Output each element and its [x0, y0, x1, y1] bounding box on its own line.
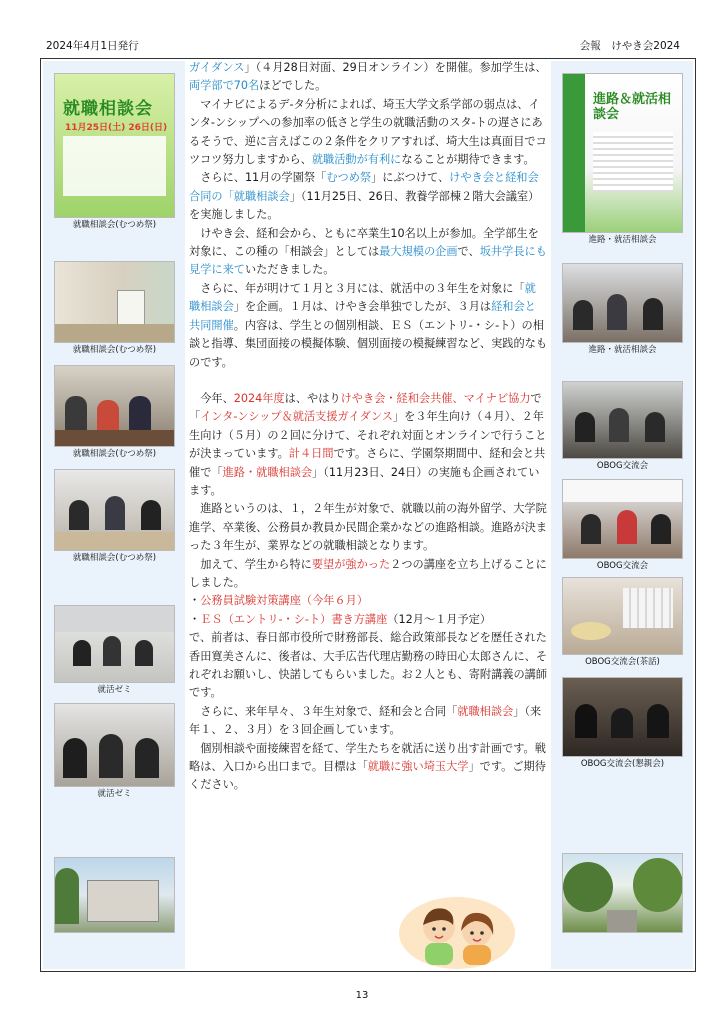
- paragraph: ガイダンス」（４月28日対面、29日オンライン）を開催。参加学生は、両学部で70名ほどでした。: [189, 61, 547, 93]
- photo-image: [54, 703, 175, 787]
- paragraph: 加えて、学生から特に要望が強かった２つの講座を立ち上げることにしました。: [189, 557, 547, 589]
- poster-image: [54, 73, 175, 218]
- photo-image: [54, 365, 175, 447]
- left-photo-column: [43, 61, 185, 969]
- photo-item: [562, 73, 683, 246]
- photo-caption: 就職相談会(むつめ祭): [72, 220, 157, 230]
- list-item: ・公務員試験対策講座（今年６月）: [189, 594, 369, 608]
- photo-image: [562, 577, 683, 655]
- photo-item: [54, 703, 175, 800]
- photo-caption: OBOG交流会(懇親会): [580, 759, 665, 769]
- photo-image: [54, 261, 175, 343]
- paragraph: さらに、来年早々、３年生対象で、経和会と合同「就職相談会」（来年１、２、３月）を３回企画しています。: [189, 704, 542, 737]
- poster-image: [562, 73, 683, 233]
- paragraph: マイナビによるデ‐タ分析によれば、埼玉大学文系学部の弱点は、インタ‐ンシップへの参加率の低さと学生の就職活動のスタ‐トの遅さにあるそうで、逆に言えばこの２条件をクリアすれば、埼大生は真面目でコツコツ努力しますから、就職活動が有利になることが期待できます。: [189, 97, 547, 167]
- photo-caption: OBOG交流会(茶話): [585, 657, 660, 667]
- paragraph: 個別相談や面接練習を経て、学生たちを就活に送り出す計画です。戦略は、入口から出口まで。目標は「就職に強い埼玉大学」です。ご期待ください。: [189, 741, 546, 792]
- photo-image: [562, 853, 683, 933]
- photo-image: [562, 677, 683, 757]
- photo-caption: 進路・就活相談会: [588, 345, 657, 355]
- photo-item: [54, 365, 175, 460]
- photo-caption: 就職相談会(むつめ祭): [72, 345, 157, 355]
- photo-image: [54, 605, 175, 683]
- photo-item: [562, 577, 683, 668]
- issue-date: 2024年4月1日発行: [46, 40, 139, 52]
- page-number: 13: [355, 990, 369, 1001]
- publication-title: 会報 けやき会2024: [579, 40, 680, 52]
- photo-item: [562, 381, 683, 472]
- poster-date: 11月25日(土) 26日(日): [65, 123, 168, 133]
- photo-item: [54, 73, 175, 231]
- photo-caption: 就活ゼミ: [97, 789, 132, 799]
- photo-item: [562, 677, 683, 770]
- paragraph: さらに、11月の学園祭「むつめ祭」にぶつけて、けやき会と経和会合同の「就職相談会」（11月25日、26日、教養学部棟２階大会議室）を実施しました。: [189, 171, 540, 222]
- photo-item: [54, 469, 175, 564]
- article-body: [189, 59, 547, 795]
- paragraph: さらに、年が明けて１月と３月には、就活中の３年生を対象に「就職相談会」を企画。１月は、けやき会単独でしたが、３月は経和会と共同開催。内容は、学生との個別相談、ＥＳ（エントリ‐・シ‐ト）の相談と指導、集団面接の模擬体験、個別面接の模擬練習など、実践的なものです。: [189, 281, 548, 369]
- paragraph: けやき会、経和会から、ともに卒業生10名以上が参加。全学部生を対象に、この種の「相談会」としては最大規模の企画で、坂井学長にも見学に来ていただきました。: [189, 226, 547, 277]
- photo-item: [562, 853, 683, 935]
- students-illustration: [397, 885, 517, 969]
- list-item: ・ＥＳ（エントリ‐・シ‐ト）書き方講座（12月～１月予定）: [189, 612, 492, 626]
- photo-caption: 進路・就活相談会: [588, 235, 657, 245]
- photo-caption: 就活ゼミ: [97, 685, 132, 695]
- poster-title: 進路＆就活相談会: [593, 92, 672, 122]
- photo-item: [562, 479, 683, 572]
- paragraph: 進路というのは、１，２年生が対象で、就職以前の海外留学、大学院進学、卒業後、公務員か教員か民間企業かなどの進路相談。進路が決まった３年生が、業界などの就職相談となります。: [189, 502, 548, 553]
- photo-caption: OBOG交流会: [596, 461, 649, 471]
- photo-item: [54, 261, 175, 356]
- photo-item: [54, 605, 175, 696]
- paragraph: で、前者は、春日部市役所で財務部長、総合政策部長などを歴任された香田寛美さんに、後者は、大手広告代理店勤務の時田心太郎さんに、それぞれお願いし、快諾してもらいました。お２人とも、寄附講義の講師です。: [189, 631, 548, 700]
- photo-caption: 就職相談会(むつめ祭): [72, 449, 157, 459]
- photo-caption: OBOG交流会: [596, 561, 649, 571]
- right-photo-column: [551, 61, 693, 969]
- page-frame: [40, 58, 696, 972]
- photo-caption: 就職相談会(むつめ祭): [72, 553, 157, 563]
- paragraph: 今年、2024年度は、やはりけやき会・経和会共催、マイナビ協力で「インタ‐ンシップ＆就活支援ガイダンス」を３年生向け（４月）、２年生向け（５月）の２回に分けて、それぞれ対面とオンラインで行うことが決まっています。計４日間です。さらに、学園祭期間中、経和会と共催で「進路・就職相談会」（11月23日、24日）の実施も企画されています。: [189, 391, 547, 497]
- photo-item: [54, 857, 175, 935]
- photo-image: [562, 263, 683, 343]
- photo-image: [54, 469, 175, 551]
- photo-image: [562, 479, 683, 559]
- poster-title: 就職相談会: [63, 99, 153, 119]
- photo-image: [562, 381, 683, 459]
- photo-image: [54, 857, 175, 933]
- photo-item: [562, 263, 683, 356]
